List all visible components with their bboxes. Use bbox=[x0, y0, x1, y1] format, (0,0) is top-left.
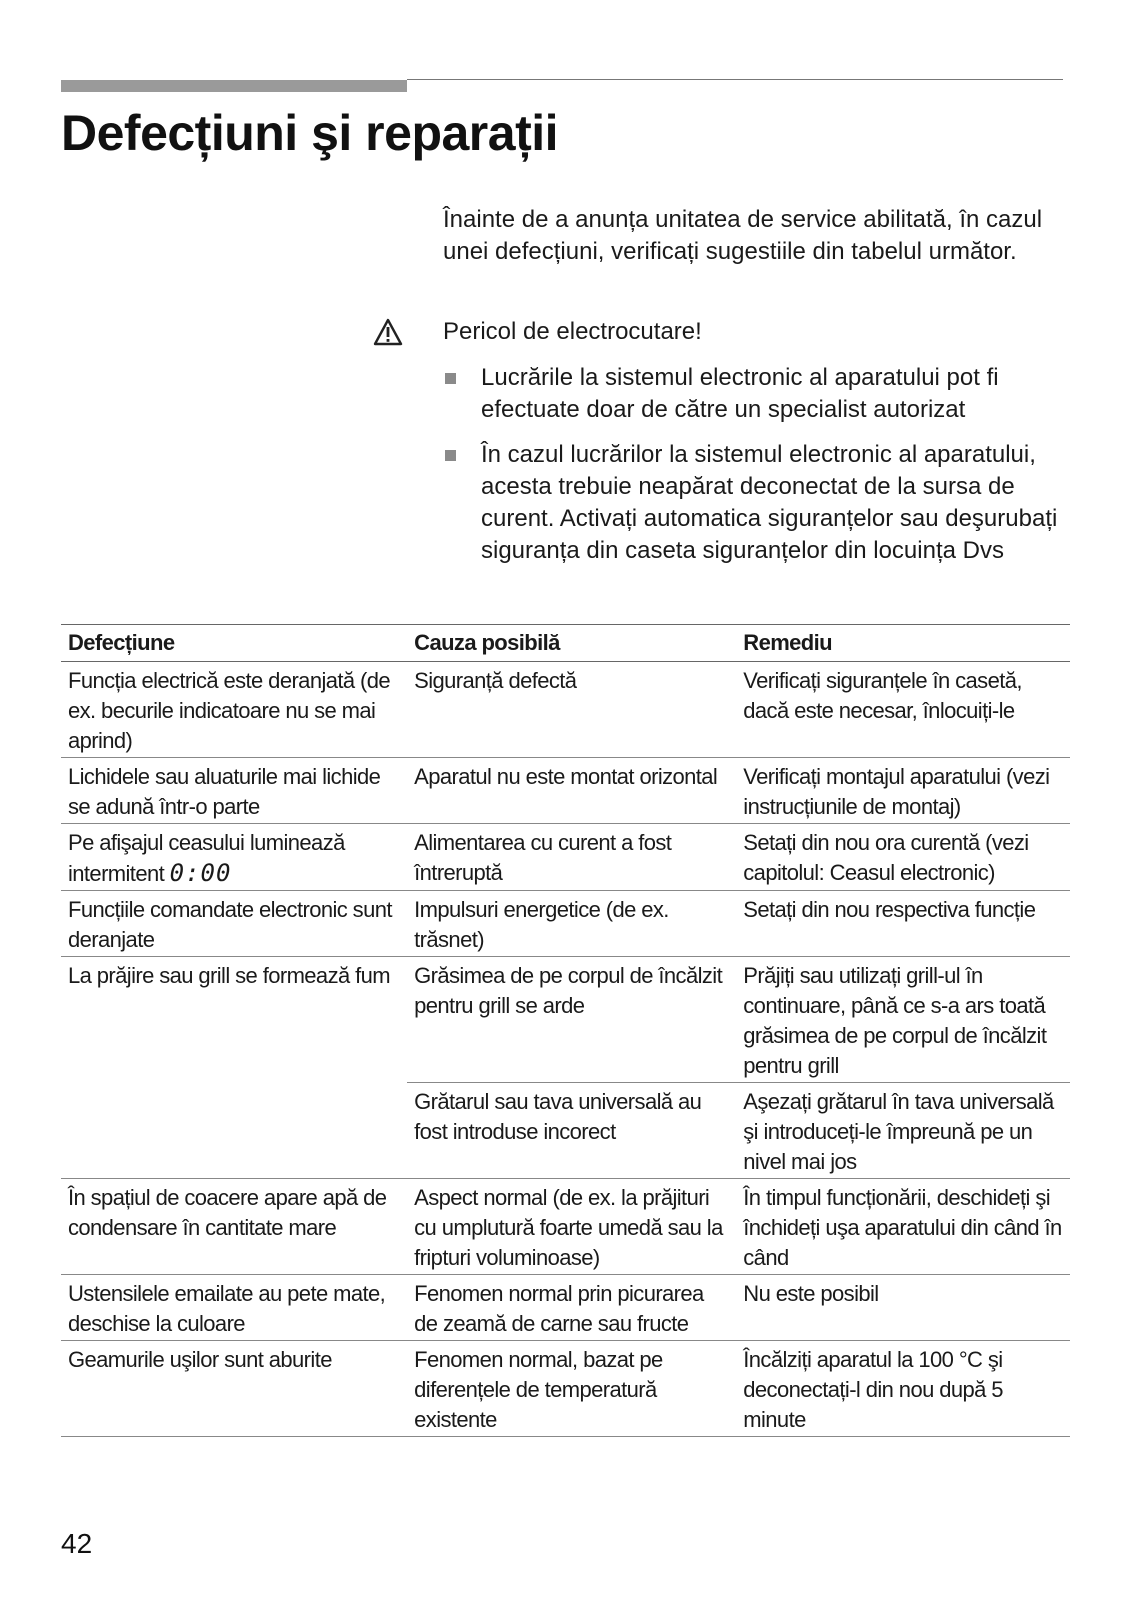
header-rule-thin bbox=[407, 79, 1063, 80]
square-bullet-icon bbox=[445, 450, 456, 461]
cause-cell: Grăsimea de pe corpul de încălzit pentru grill se arde bbox=[407, 957, 736, 1083]
cause-cell: Grătarul sau tava universală au fost introduse incorect bbox=[407, 1083, 736, 1179]
table-row bbox=[61, 824, 1070, 891]
fault-cell: Funcțiile comandate electronic sunt deranjate bbox=[61, 891, 407, 957]
intro-text: Înainte de a anunța unitatea de service abilitată, în cazul unei defecțiuni, verificați sugestiile din tabelul următor. bbox=[443, 206, 1043, 265]
remedy-cell: În timpul funcționării, deschideți şi închideți uşa aparatului din când în când bbox=[736, 1179, 1070, 1275]
cause-cell: Fenomen normal, bazat pe diferențele de temperatură existente bbox=[407, 1341, 736, 1437]
cause-cell: Siguranță defectă bbox=[407, 662, 736, 758]
warning-bullet-list bbox=[443, 362, 1068, 580]
remedy-cell: Verificați siguranțele în casetă, dacă este necesar, înlocuiți-le bbox=[736, 662, 1070, 758]
fault-cell: La prăjire sau grill se formează fum bbox=[61, 957, 407, 1179]
warning-title: Pericol de electrocutare! bbox=[443, 318, 702, 345]
header-fault: Defecțiune bbox=[61, 625, 407, 662]
table-row bbox=[61, 1275, 1070, 1341]
fault-cell: Ustensilele emailate au pete mate, deschise la culoare bbox=[61, 1275, 407, 1341]
page-title: Defecțiuni şi reparații bbox=[61, 105, 558, 161]
cause-cell: Alimentarea cu curent a fost întreruptă bbox=[407, 824, 736, 891]
header-rule-thick bbox=[61, 80, 407, 92]
remedy-cell: Prăjiți sau utilizați grill-ul în continuare, până ce s-a ars toată grăsimea de pe corpul de încălzit pentru grill bbox=[736, 957, 1070, 1083]
remedy-cell: Setați din nou respectiva funcție bbox=[736, 891, 1070, 957]
cause-cell: Aparatul nu este montat orizontal bbox=[407, 758, 736, 824]
fault-cell bbox=[61, 824, 407, 891]
troubleshooting-table bbox=[61, 624, 1070, 1437]
table-header-row bbox=[61, 625, 1070, 662]
remedy-cell: Aşezați grătarul în tava universală şi introduceți-le împreună pe un nivel mai jos bbox=[736, 1083, 1070, 1179]
fault-cell: Geamurile uşilor sunt aburite bbox=[61, 1341, 407, 1437]
header-cause: Cauza posibilă bbox=[407, 625, 736, 662]
table-row bbox=[61, 957, 1070, 1083]
table-row bbox=[61, 1179, 1070, 1275]
fault-cell: Lichidele sau aluaturile mai lichide se adună într-o parte bbox=[61, 758, 407, 824]
remedy-cell: Încălziți aparatul la 100 °C şi deconectați-l din nou după 5 minute bbox=[736, 1341, 1070, 1437]
page-number: 42 bbox=[61, 1528, 93, 1559]
cause-cell: Aspect normal (de ex. la prăjituri cu umplutură foarte umedă sau la fripturi voluminoase) bbox=[407, 1179, 736, 1275]
cause-cell: Fenomen normal prin picurarea de zeamă de carne sau fructe bbox=[407, 1275, 736, 1341]
warning-triangle-icon bbox=[373, 318, 403, 346]
clock-display-icon: 0:00 bbox=[169, 859, 232, 887]
cause-cell: Impulsuri energetice (de ex. trăsnet) bbox=[407, 891, 736, 957]
warning-bullet bbox=[443, 362, 1068, 426]
fault-cell: Funcția electrică este deranjată (de ex. becurile indicatoare nu se mai aprind) bbox=[61, 662, 407, 758]
fault-text: Pe afişajul ceasului luminează intermitent bbox=[68, 830, 345, 886]
table-row bbox=[61, 758, 1070, 824]
fault-cell: În spațiul de coacere apare apă de condensare în cantitate mare bbox=[61, 1179, 407, 1275]
remedy-cell: Verificați montajul aparatului (vezi instrucțiunile de montaj) bbox=[736, 758, 1070, 824]
table-row bbox=[61, 662, 1070, 758]
remedy-cell: Setați din nou ora curentă (vezi capitolul: Ceasul electronic) bbox=[736, 824, 1070, 891]
header-remedy: Remediu bbox=[736, 625, 1070, 662]
table-row bbox=[61, 891, 1070, 957]
square-bullet-icon bbox=[445, 373, 456, 384]
warning-bullet-text: În cazul lucrărilor la sistemul electronic al aparatului, acesta trebuie neapărat deconectat de la sursa de curent. Activați automatica siguranțelor sau deşurubați siguranța din caseta siguranțelor din locuința Dvs bbox=[481, 441, 1058, 564]
remedy-cell: Nu este posibil bbox=[736, 1275, 1070, 1341]
warning-bullet-text: Lucrările la sistemul electronic al aparatului pot fi efectuate doar de către un specialist autorizat bbox=[481, 364, 999, 423]
table-row bbox=[61, 1341, 1070, 1437]
warning-bullet bbox=[443, 439, 1068, 567]
